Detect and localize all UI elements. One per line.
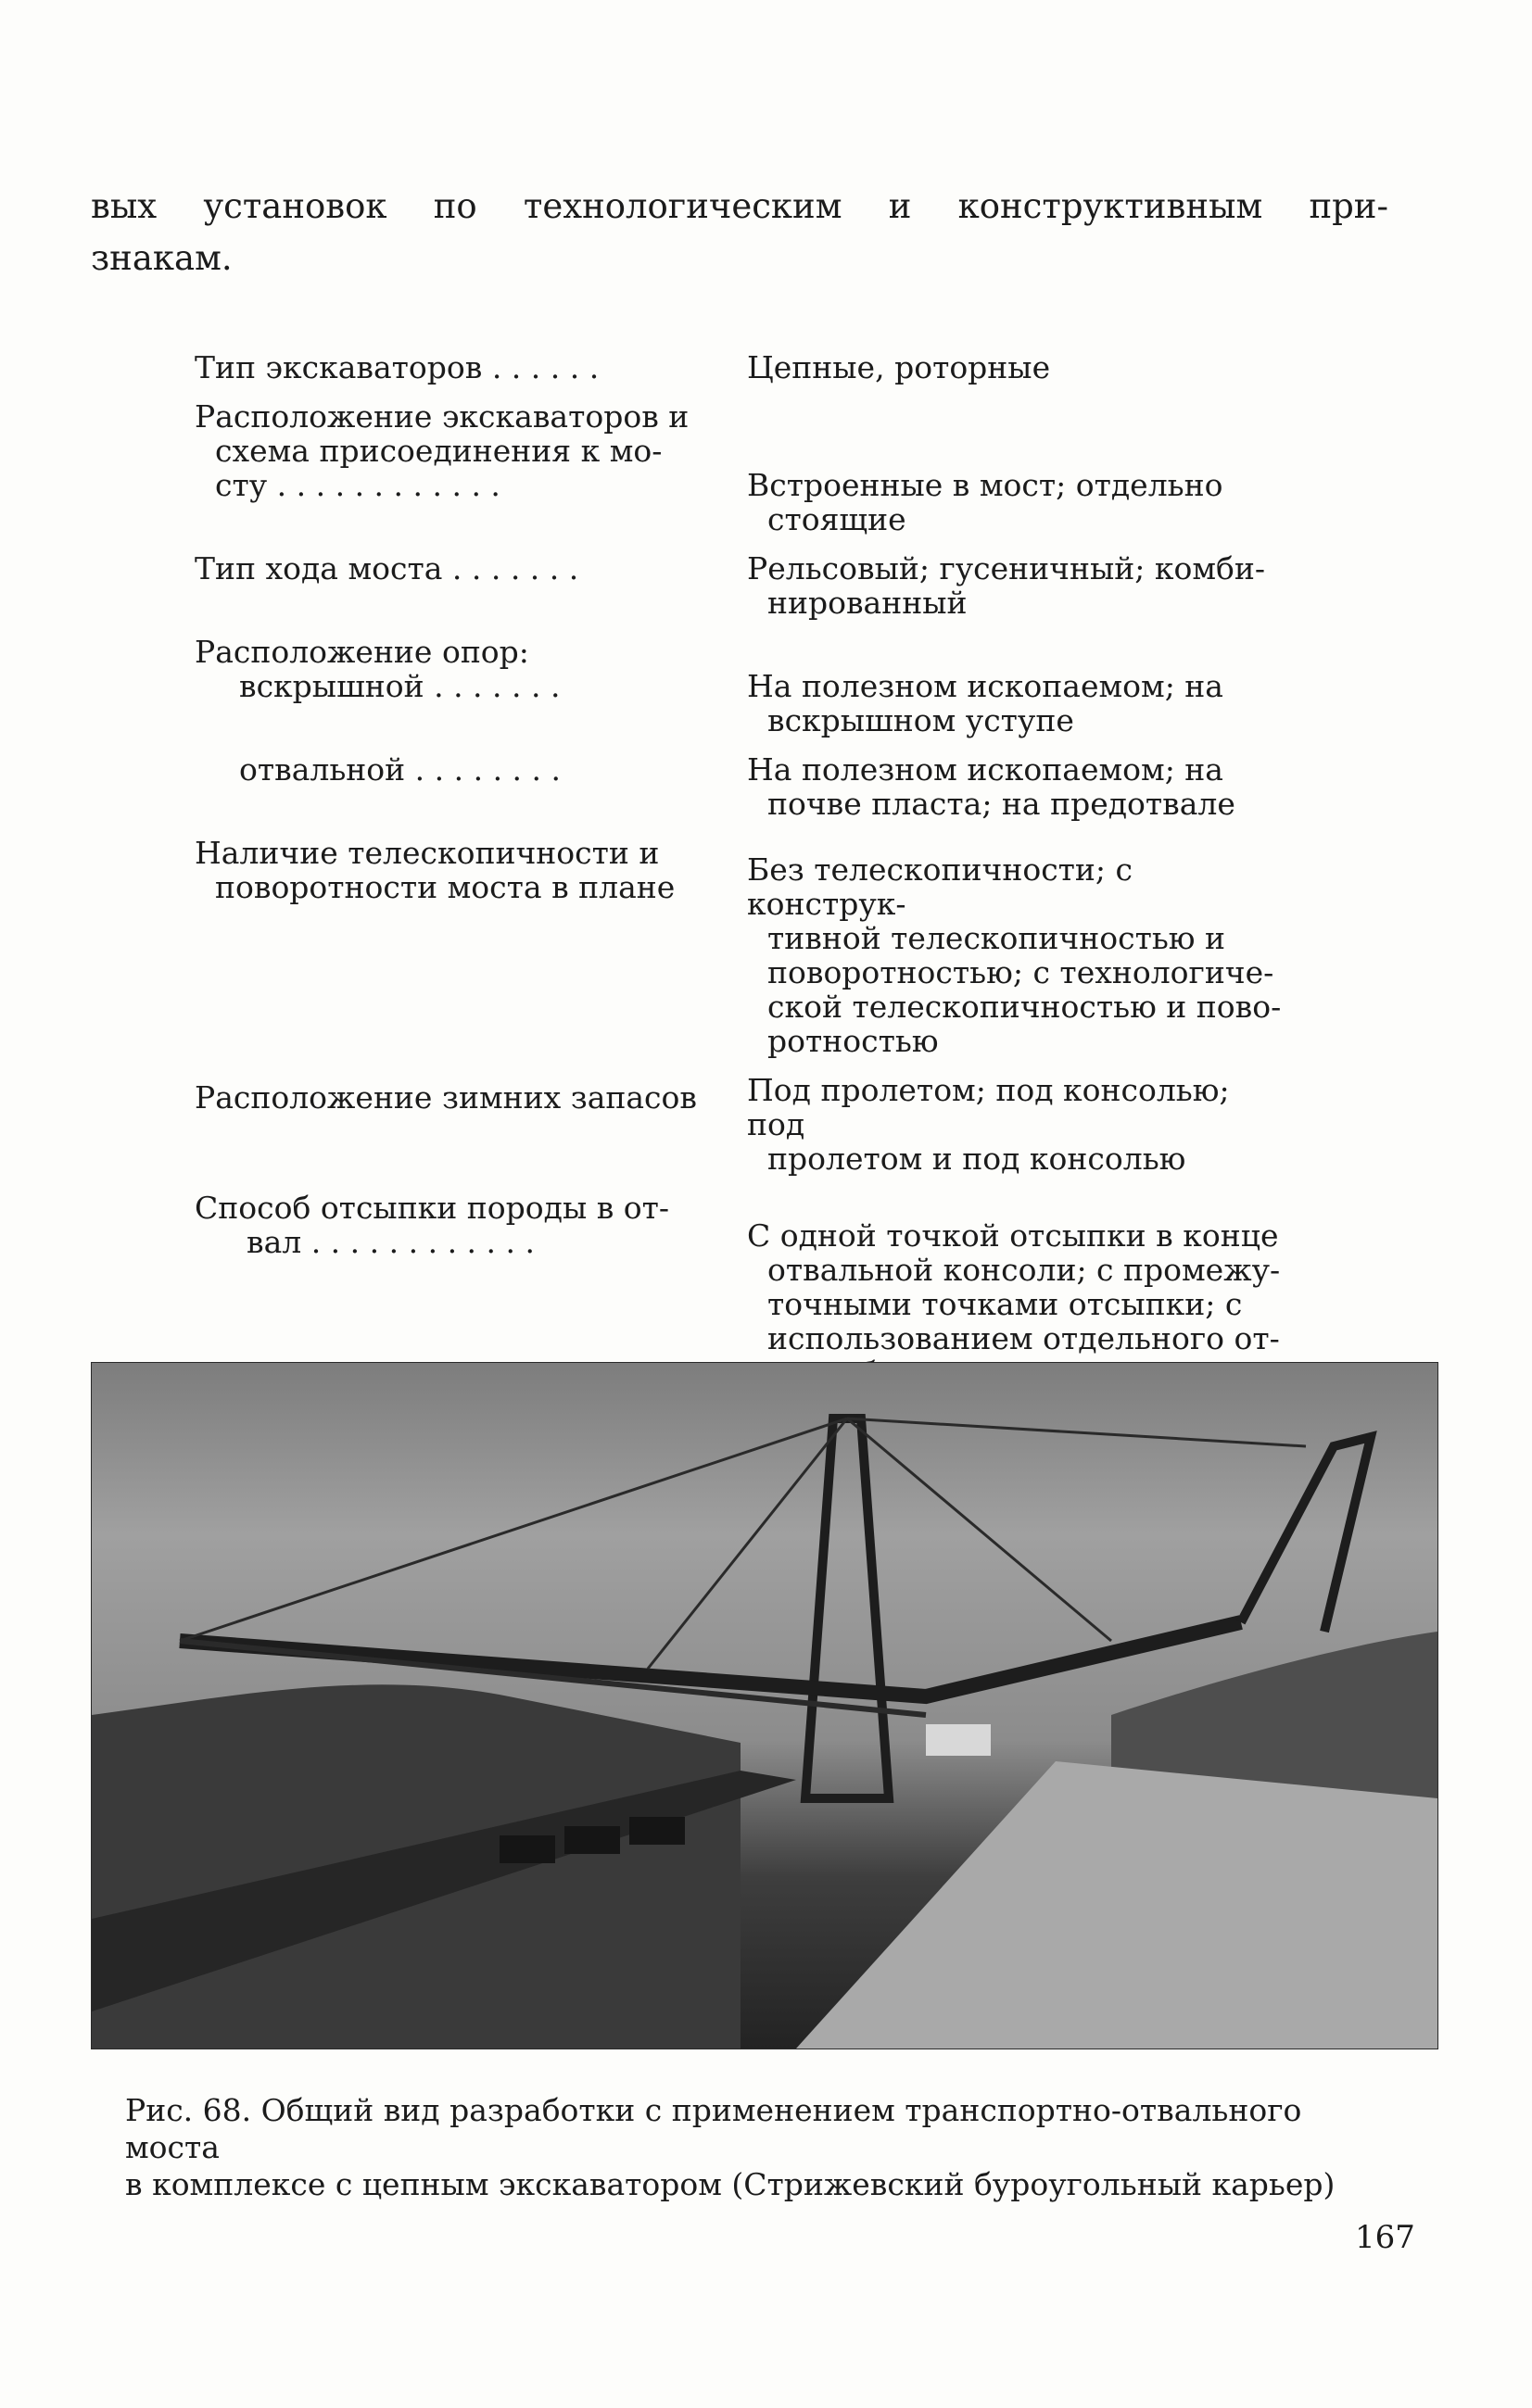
value-line: поворотностью; с технологиче- [767,954,1274,990]
classification-row [195,350,1307,385]
classification-row [195,1073,1307,1176]
classification-row [195,399,1307,536]
classification-row [195,551,1307,620]
building [926,1724,991,1756]
row-label [195,635,703,703]
classification-row [195,752,1307,821]
value-line: Встроенные в мост; отдельно [747,467,1223,503]
intro-line-1 [91,181,1388,233]
row-label: Тип экскаваторов . . . . . . [195,349,600,385]
value-line: тивной телескопичностью и [767,920,1226,956]
label-line: Расположение экскаваторов и [195,398,690,435]
caption-line: Рис. 68. Общий вид разработки с применением транспортно-отвального моста [125,2092,1302,2165]
label-line: схема присоединения к мо- [215,433,663,469]
value-line: почве пласта; на предотвале [767,786,1235,822]
value-line: вскрышном уступе [767,702,1074,738]
row-value [747,399,1285,536]
classification-row [195,836,1307,1058]
value-line: С одной точкой отсыпки в конце [747,1217,1279,1254]
row-label [195,399,703,502]
row-label: Расположение зимних запасов [195,1079,697,1116]
classification-table [195,350,1307,1405]
row-value [747,752,1285,821]
caption-line: в комплексе с цепным экскаватором (Стрижевский буроугольный карьер) [125,2166,1336,2202]
value-line: точными точками отсыпки; с [767,1286,1243,1322]
bridge-tower [805,1418,889,1798]
label-line: поворотности моста в плане [215,869,676,905]
row-value [747,1191,1285,1390]
label-line: Наличие телескопичности и [195,835,660,871]
label-line: вал . . . . . . . . . . . . [247,1224,535,1260]
value-line: использованием отдельного от- [767,1320,1280,1356]
value-line: ротностью [767,1023,939,1059]
suspension-cables [180,1418,1306,1669]
value-line: Рельсовый; гусеничный; комби- [747,550,1266,586]
classification-row [195,1191,1307,1390]
value-line: отвальной консоли; с промежу- [767,1252,1281,1288]
intro-line-2: знакам. [91,238,233,278]
value-line: Цепные, роторные [747,349,1051,385]
label-line: Способ отсыпки породы в от- [195,1190,670,1226]
value-line: На полезном ископаемом; на [747,751,1223,788]
row-value [747,350,1285,385]
rail-car [629,1817,685,1845]
excavator-boom [1241,1437,1371,1632]
page-number: 167 [1355,2219,1415,2256]
row-label [195,1191,703,1259]
value-line: стоящие [767,501,906,537]
row-label: Тип хода моста . . . . . . . [195,550,579,586]
row-label: отвальной . . . . . . . . [239,751,561,788]
intro-word: установок [203,186,387,226]
intro-word: и [888,186,912,226]
label-line: сту . . . . . . . . . . . . [215,467,500,503]
row-value [747,635,1285,738]
classification-row [195,635,1307,738]
value-line: На полезном ископаемом; на [747,668,1223,704]
label-line: вскрышной . . . . . . . [239,668,561,704]
value-line: нированный [767,585,968,621]
intro-word: вых [91,186,158,226]
photo-spoil-bridge [91,1362,1438,2049]
rail-car [500,1835,555,1863]
intro-paragraph [91,181,1388,284]
label-line: Расположение опор: [195,634,529,670]
value-line: Под пролетом; под консолью; под [747,1072,1230,1142]
row-value [747,836,1285,1058]
figure-caption [125,2092,1404,2203]
intro-word: конструктивным [957,186,1263,226]
intro-word: при- [1309,186,1388,226]
value-line: ской телескопичностью и пово- [767,989,1282,1025]
value-line: Без телескопичности; с конструк- [747,851,1133,922]
value-line: пролетом и под консолью [767,1141,1186,1177]
row-value [747,1073,1285,1176]
intro-word: по [433,186,477,226]
bench-road [796,1761,1437,2049]
intro-word: технологическим [523,186,842,226]
rail-car [564,1826,620,1854]
photo-illustration [92,1363,1437,2049]
row-label [195,836,703,904]
row-value [747,551,1285,620]
